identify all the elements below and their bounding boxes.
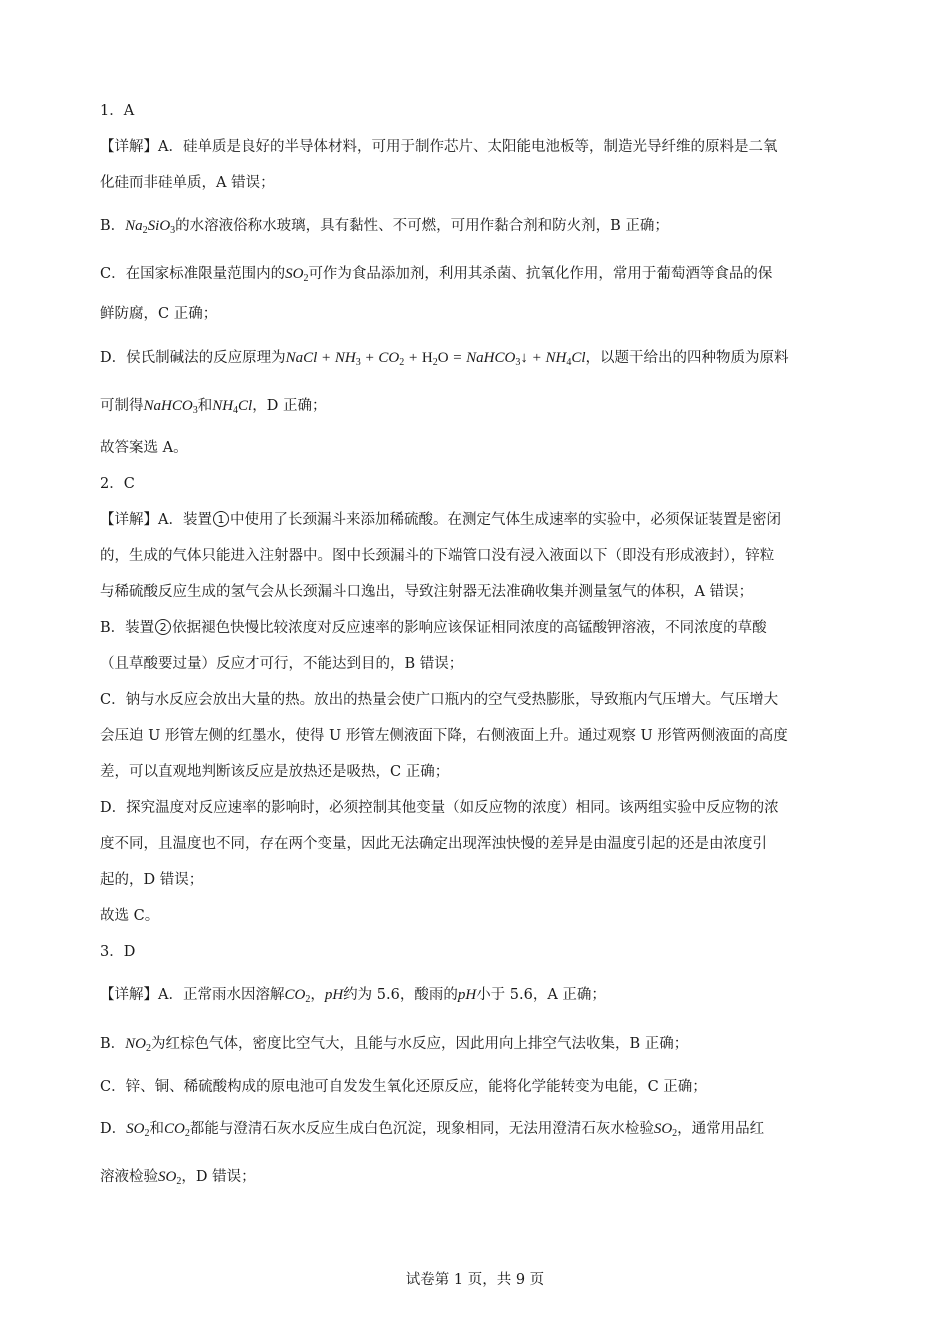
formula-so2: $SO_2$ bbox=[158, 1169, 182, 1187]
q1-option-c-cont: 鲜防腐，C 正确； bbox=[100, 306, 218, 322]
q3-option-a: 【详解】A．正常雨水因溶解$CO_2$，pH约为 5.6，酸雨的pH小于 5.6，A 正确； bbox=[100, 987, 606, 1005]
q2-option-d-cont: 度不同，且温度也不同，存在两个变量，因此无法确定出现浑浊快慢的差异是由温度引起的还是由浓度引 bbox=[100, 836, 767, 852]
q1-explanation-line: 化硅而非硅单质，A 错误； bbox=[100, 175, 275, 191]
formula-so2: $SO_2$ bbox=[285, 266, 309, 284]
q2-option-c-cont: 差，可以直观地判断该反应是放热还是吸热，C 正确； bbox=[100, 764, 450, 780]
q1-option-d-cont: 可制得NaHCO$_3$和$NH_4Cl$，D 正确； bbox=[100, 398, 327, 416]
formula-co2: $CO_2$ bbox=[284, 987, 311, 1005]
q2-option-d: D．探究温度对反应速率的影响时，必须控制其他变量（如反应物的浓度）相同。该两组实验中反应物的浓 bbox=[100, 800, 779, 816]
equation-solvay: NaCl + $NH_3 + CO_2 + H_2O$ = NaHCO$_3$↓ + $NH_4Cl$ bbox=[285, 350, 586, 368]
symbol-ph: pH bbox=[324, 987, 344, 1003]
formula-na2sio3: $Na_2SiO_3$ bbox=[125, 218, 176, 236]
formula-so2: $SO_2$ bbox=[126, 1121, 150, 1139]
q2-number: 2．C bbox=[100, 476, 135, 492]
q2-option-d-cont: 起的，D 错误； bbox=[100, 872, 204, 888]
formula-so2: $SO_2$ bbox=[653, 1121, 678, 1139]
q2-option-b-cont: （且草酸要过量）反应才可行，不能达到目的，B 错误； bbox=[100, 656, 464, 672]
circled-number: 1 bbox=[213, 511, 229, 527]
q1-option-c: C．在国家标准限量范围内的$SO_2$可作为食品添加剂，利用其杀菌、抗氧化作用，常用于葡萄酒等食品的保 bbox=[100, 266, 773, 284]
q3-option-d-cont: 溶液检验$SO_2$，D 错误； bbox=[100, 1169, 256, 1187]
q1-explanation-line: 【详解】A．硅单质是良好的半导体材料，可用于制作芯片、太阳能电池板等，制造光导纤维的原料是二氧 bbox=[100, 139, 778, 155]
q3-option-b: B．$NO_2$为红棕色气体，密度比空气大，且能与水反应，因此用向上排空气法收集，B 正确； bbox=[100, 1036, 689, 1054]
q1-conclusion: 故答案选 A。 bbox=[100, 440, 188, 456]
circled-number: 2 bbox=[155, 619, 171, 635]
formula-nahco3: NaHCO$_3$ bbox=[143, 398, 198, 416]
symbol-ph: pH bbox=[457, 987, 477, 1003]
q2-option-b: B．装置 2 依据褪色快慢比较浓度对反应速率的影响应该保证相同浓度的高锰酸钾溶液，不同浓度的草酸 bbox=[100, 620, 767, 636]
q3-number: 3．D bbox=[100, 944, 136, 960]
q1-number: 1．A bbox=[100, 103, 135, 119]
q2-conclusion: 故选 C。 bbox=[100, 908, 160, 924]
q1-option-d: D．侯氏制碱法的反应原理为NaCl + $NH_3 + CO_2 + H_2O$ = NaHCO$_3$↓ + $NH_4Cl$，以题干给出的四种物质为原料 bbox=[100, 350, 789, 368]
q2-option-c-cont: 会压迫 U 形管左侧的红墨水，使得 U 形管左侧液面下降，右侧液面上升。通过观察 U 形管两侧液面的高度 bbox=[100, 728, 788, 744]
q3-option-d: D．$SO_2$和$CO_2$都能与澄清石灰水反应生成白色沉淀，现象相同，无法用澄清石灰水检验$SO_2$，通常用品红 bbox=[100, 1121, 765, 1139]
page-footer: 试卷第 1 页，共 9 页 bbox=[405, 1272, 545, 1288]
q1-option-b: B．$Na_2SiO_3$的水溶液俗称水玻璃，具有黏性、不可燃，可用作黏合剂和防火剂，B 正确； bbox=[100, 218, 669, 236]
q2-option-a-cont: 的，生成的气体只能进入注射器中。图中长颈漏斗的下端管口没有浸入液面以下（即没有形成液封），锌粒 bbox=[100, 548, 775, 564]
formula-nh4cl: $NH_4Cl$ bbox=[212, 398, 253, 416]
formula-no2: $NO_2$ bbox=[125, 1036, 151, 1054]
q2-option-c: C．钠与水反应会放出大量的热。放出的热量会使广口瓶内的空气受热膨胀，导致瓶内气压增大。气压增大 bbox=[100, 692, 779, 708]
q2-option-a-cont: 与稀硫酸反应生成的氢气会从长颈漏斗口逸出，导致注射器无法准确收集并测量氢气的体积，A 错误； bbox=[100, 584, 754, 600]
q2-option-a: 【详解】A．装置 1 中使用了长颈漏斗来添加稀硫酸。在测定气体生成速率的实验中，必须保证装置是密闭 bbox=[100, 512, 781, 528]
formula-co2: $CO_2$ bbox=[163, 1121, 190, 1139]
q3-option-c: C．锌、铜、稀硫酸构成的原电池可自发发生氧化还原反应，能将化学能转变为电能，C 正确； bbox=[100, 1079, 707, 1095]
